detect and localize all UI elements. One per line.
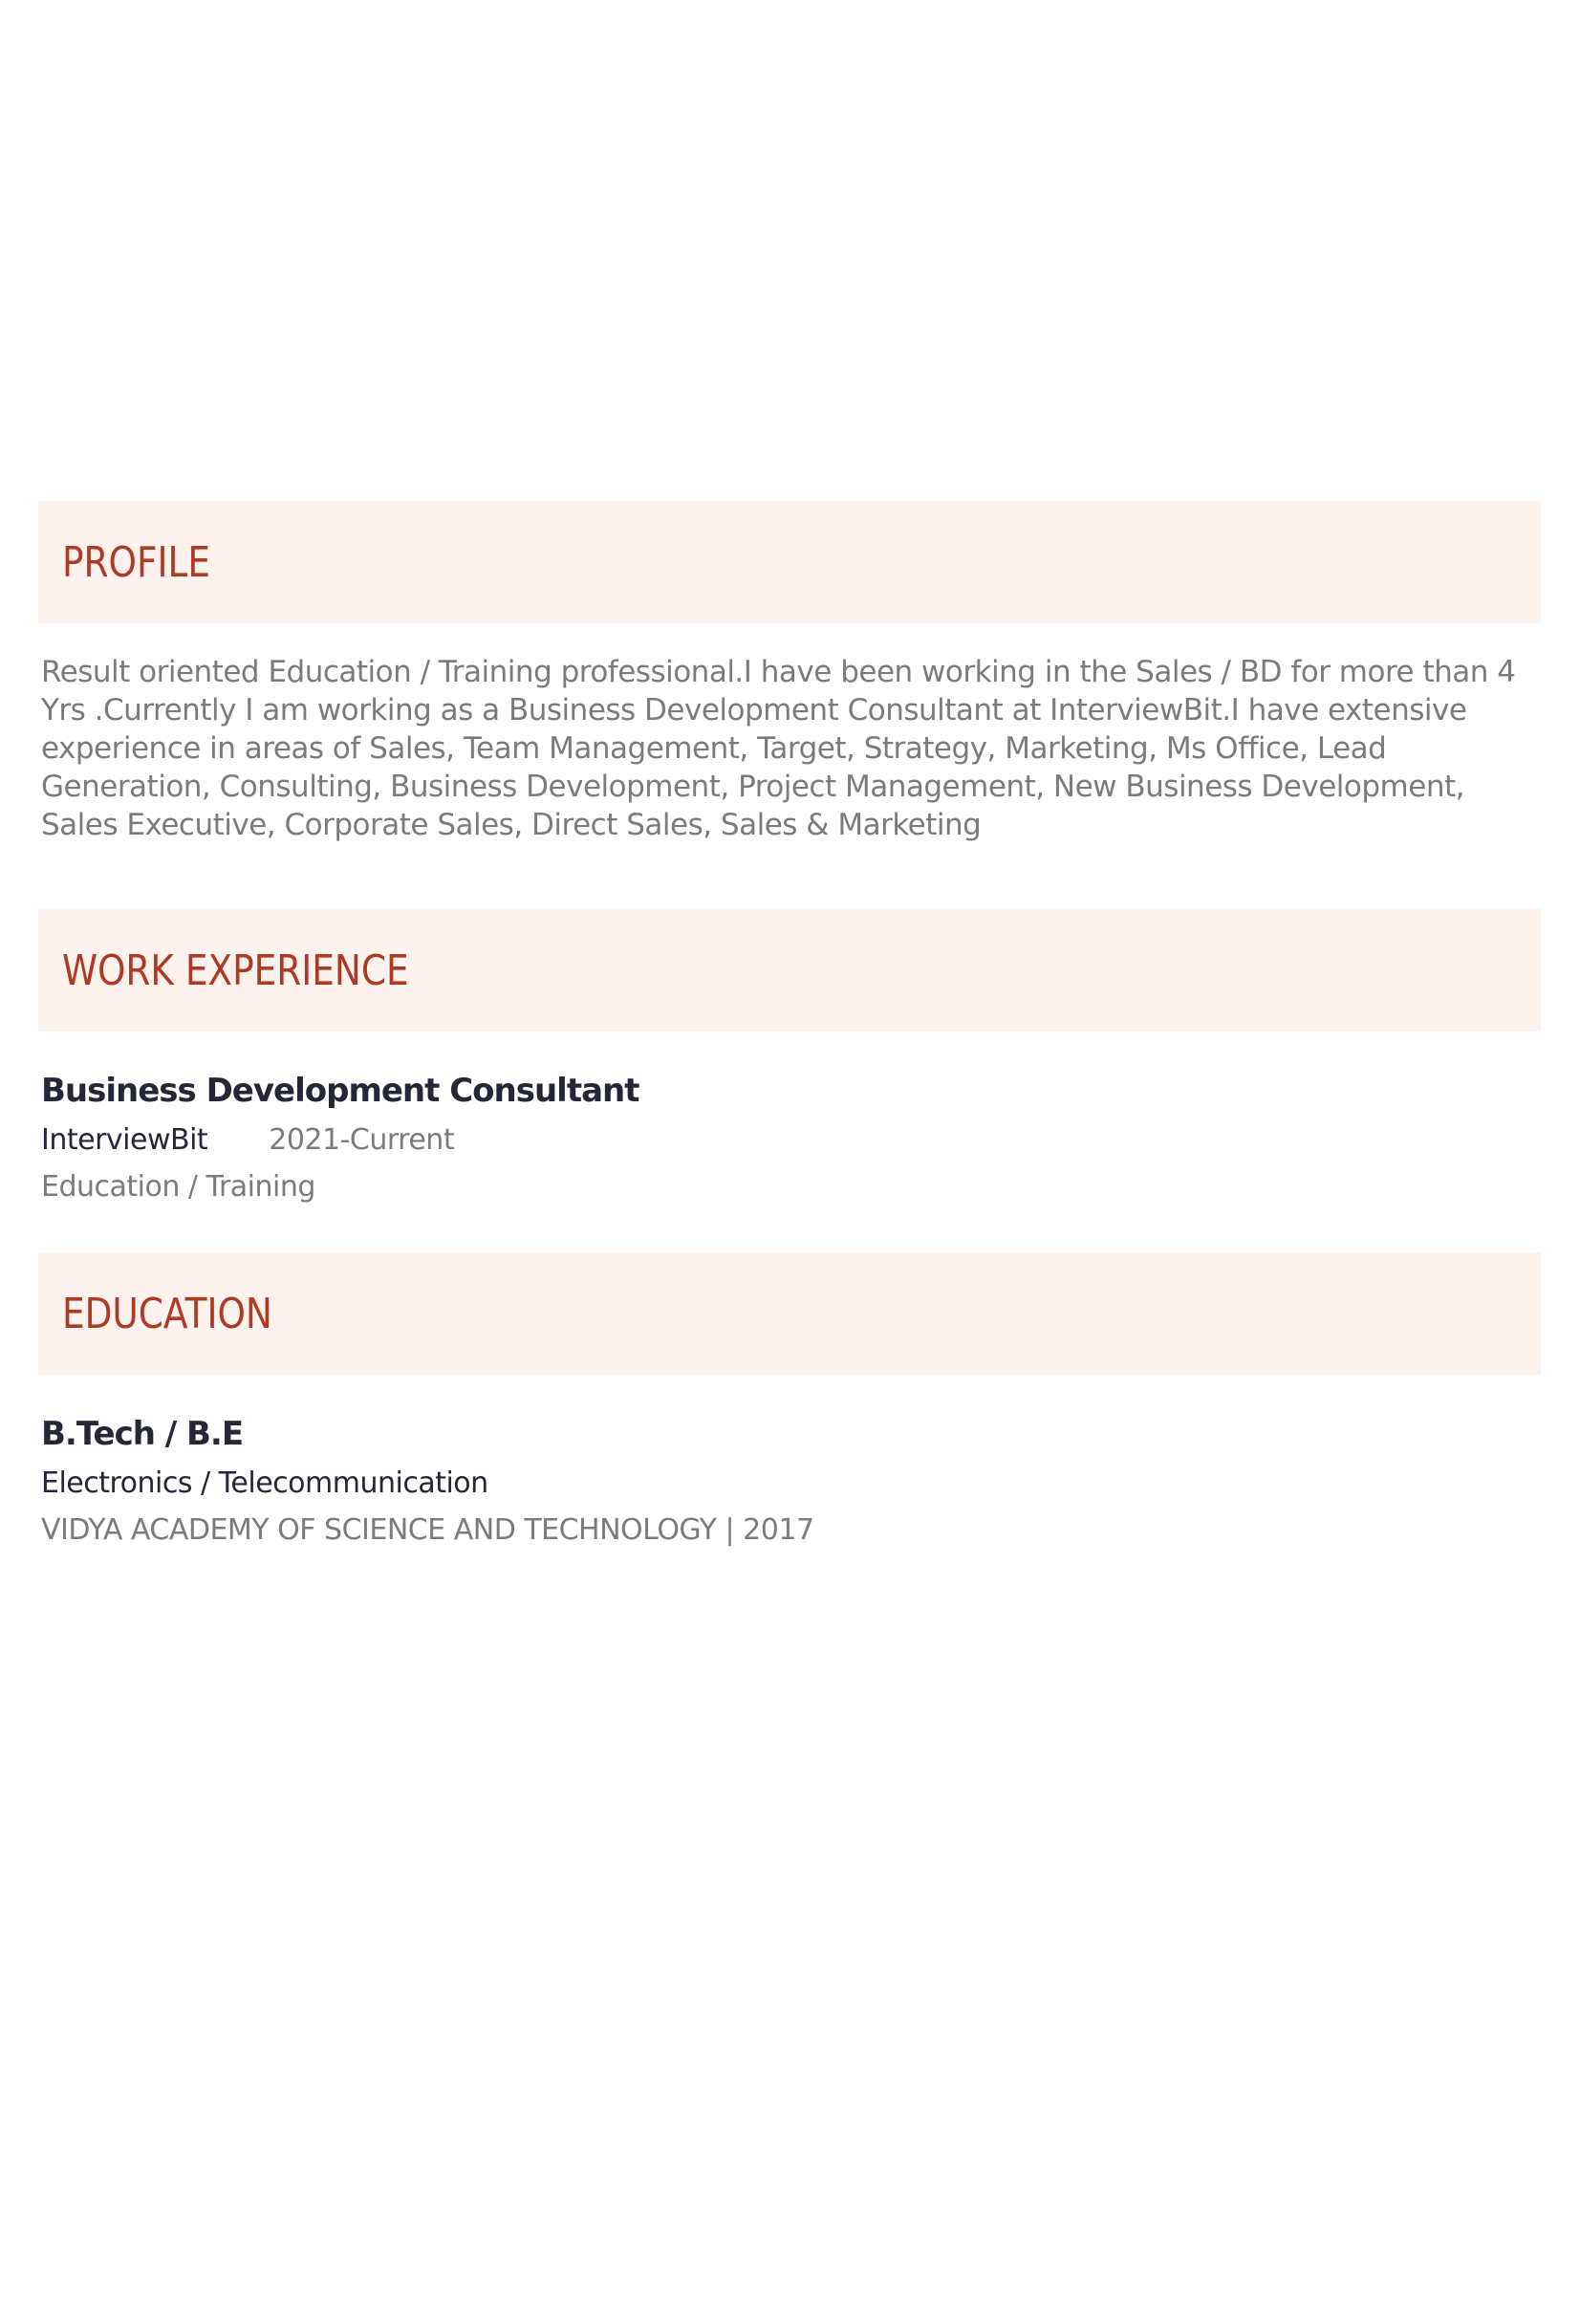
institution-and-year: VIDYA ACADEMY OF SCIENCE AND TECHNOLOGY | 2017 [41,1513,814,1547]
employment-dates: 2021-Current [269,1123,455,1157]
education-section [0,1252,1580,1552]
company-row [41,1119,1541,1162]
work-experience-heading: WORK EXPERIENCE [62,945,409,995]
job-title: Business Development Consultant [41,1072,639,1110]
work-experience-entry [41,1070,1541,1208]
industry-label: Education / Training [41,1170,315,1204]
work-experience-heading-band [38,909,1541,1032]
degree-field: Electronics / Telecommunication [41,1466,488,1500]
company-name: InterviewBit [41,1123,208,1157]
profile-summary-text: Result oriented Education / Training professional.I have been working in the Sales / BD for more than 4 Yrs .Currently I am working as a Business Development Consultant at InterviewBit.I have extensive experience in areas of Sales, Team Management, Target, Strategy, Marketing, Ms Office, Lead Generation, Consulting, Business Development, Project Management, New Business Development, Sales Executive, Corporate Sales, Direct Sales, Sales & Marketing [41,655,1516,842]
profile-heading: PROFILE [62,537,210,587]
work-experience-section [0,909,1580,1208]
education-heading-band [38,1252,1541,1375]
degree-title: B.Tech / B.E [41,1415,244,1453]
education-heading: EDUCATION [62,1289,272,1338]
profile-section [0,501,1580,844]
education-entry [41,1413,1541,1552]
profile-heading-band [38,501,1541,623]
